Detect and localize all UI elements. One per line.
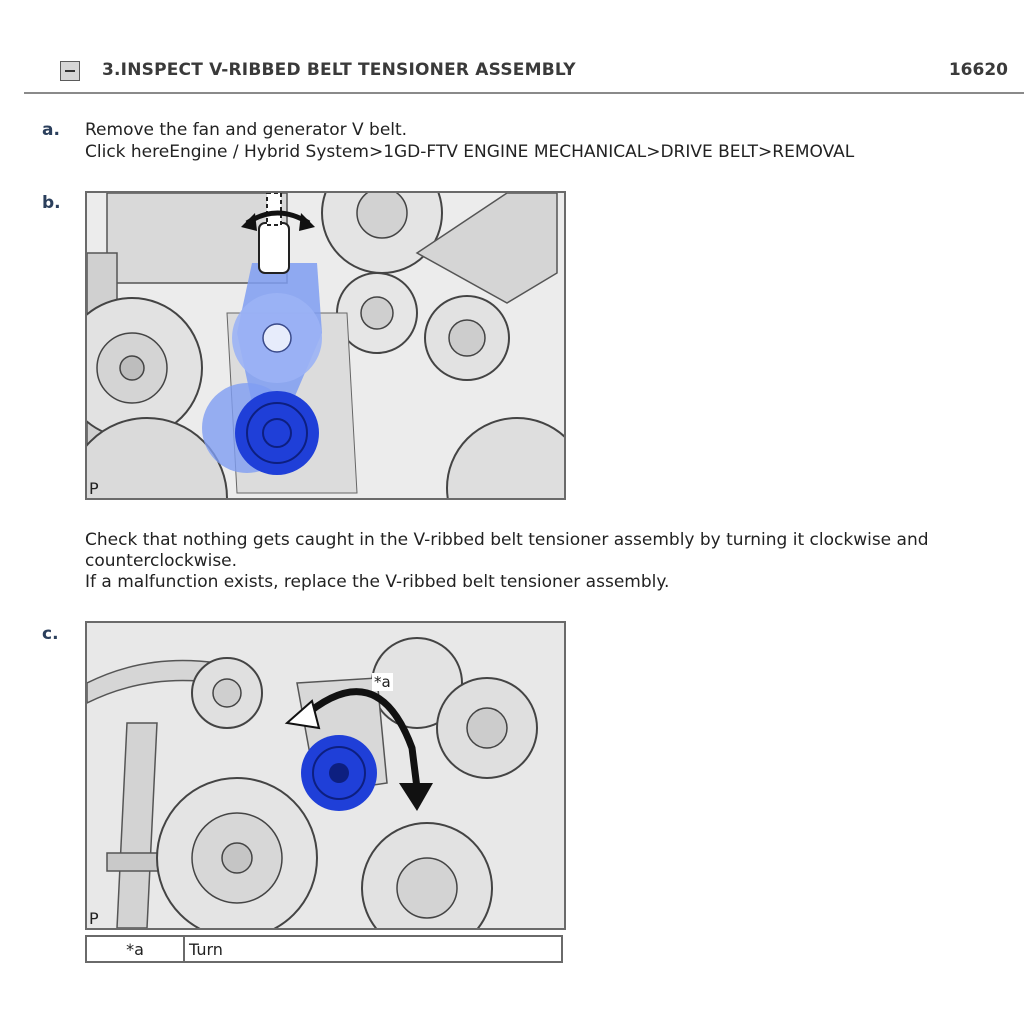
figure-c-callout: *a <box>374 673 391 691</box>
step-a-line1: Remove the fan and generator V belt. <box>85 120 408 140</box>
header-divider <box>24 92 1024 94</box>
tensioner-illustration-b <box>85 191 566 500</box>
figure-b-label: P <box>89 479 99 498</box>
step-a-marker: a. <box>42 120 60 140</box>
section-title: 3.INSPECT V-RIBBED BELT TENSIONER ASSEMBLY <box>102 60 576 80</box>
legend-row <box>86 936 562 962</box>
legend-table <box>85 935 563 963</box>
engine-drawing-c <box>87 623 564 928</box>
section-code: 16620 <box>948 60 1008 80</box>
engine-drawing-b <box>87 193 564 498</box>
collapse-icon[interactable] <box>60 61 80 81</box>
step-b-marker: b. <box>42 193 61 213</box>
legend-value: Turn <box>184 936 562 962</box>
step-b-instruction: Check that nothing gets caught in the V-ribbed belt tensioner assembly by turning it clockwise and counterclockwise. <box>85 530 929 571</box>
legend-key: *a <box>86 936 184 962</box>
step-a-link[interactable]: Click hereEngine / Hybrid System>1GD-FTV ENGINE MECHANICAL>DRIVE BELT>REMOVAL <box>85 142 855 162</box>
step-c-marker: c. <box>42 624 59 644</box>
section-header <box>0 0 1024 94</box>
figure-c-label: P <box>89 909 99 928</box>
tensioner-illustration-c <box>85 621 566 930</box>
step-b-warning: If a malfunction exists, replace the V-ribbed belt tensioner assembly. <box>85 572 670 592</box>
